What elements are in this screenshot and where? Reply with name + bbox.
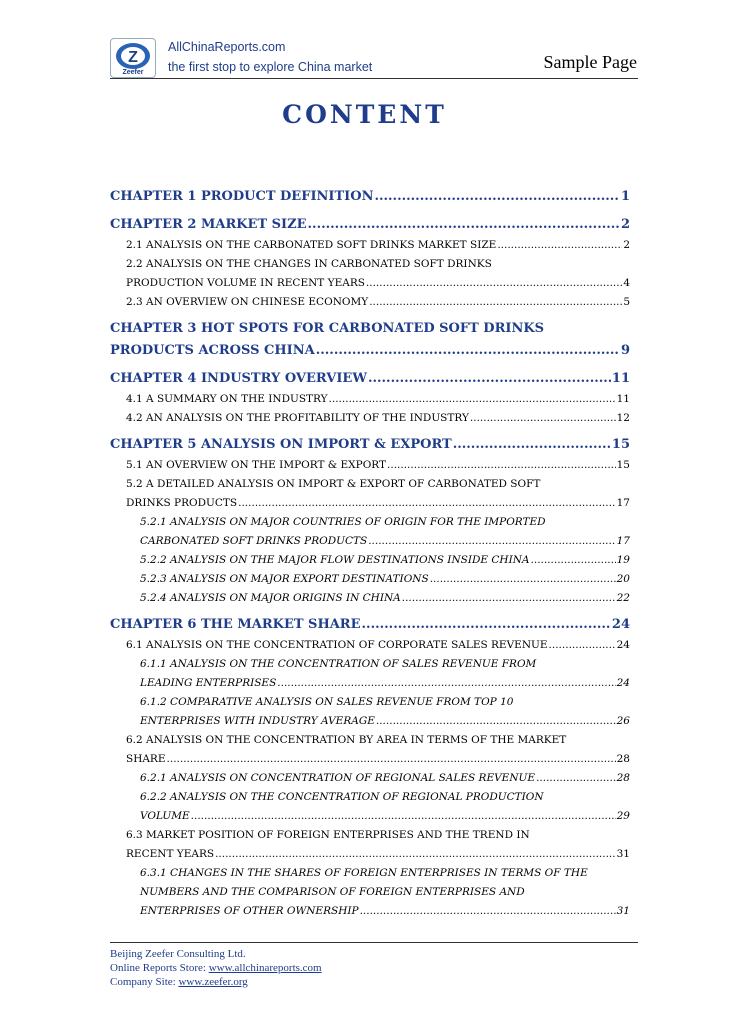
toc-entry-text: 6.3.1 CHANGES IN THE SHARES OF FOREIGN ENTERPRISES IN TERMS OF THE [140, 867, 588, 879]
toc-page-number: 2 [623, 239, 630, 251]
toc-entry-text: CHAPTER 2 MARKET SIZE [110, 217, 307, 232]
toc-page-number: 17 [616, 535, 630, 547]
toc-entry-text: CHAPTER 3 HOT SPOTS FOR CARBONATED SOFT DRINKS [110, 321, 545, 336]
toc-leader-dots [308, 214, 620, 236]
toc-leader-dots [374, 186, 620, 208]
toc-entry-text: ENTERPRISES WITH INDUSTRY AVERAGE [140, 715, 375, 727]
footer-company: Beijing Zeefer Consulting Ltd. [110, 948, 246, 960]
toc-subsection[interactable] [110, 513, 630, 551]
toc-leader-dots [497, 236, 622, 255]
toc-entry-line [110, 434, 630, 456]
toc-leader-dots [366, 274, 622, 293]
company-site-link[interactable]: www.zeefer.org [178, 976, 248, 988]
toc-section[interactable] [110, 826, 630, 864]
toc-page-number: 29 [616, 810, 630, 822]
toc-entry-text: CHAPTER 6 THE MARKET SHARE [110, 617, 361, 632]
toc-subsection[interactable] [110, 570, 630, 589]
toc-entry-text: NUMBERS AND THE COMPARISON OF FOREIGN ENTERPRISES AND [140, 886, 525, 898]
toc-section[interactable] [110, 731, 630, 769]
toc-section[interactable] [110, 236, 630, 255]
toc-entry-text: 6.2.2 ANALYSIS ON THE CONCENTRATION OF REGIONAL PRODUCTION [140, 791, 544, 803]
toc-page-number: 4 [623, 277, 630, 289]
toc-entry-text: 2.3 AN OVERVIEW ON CHINESE ECONOMY [126, 296, 369, 308]
toc-entry-line [126, 456, 630, 475]
store-link[interactable]: www.allchinareports.com [208, 962, 322, 974]
logo-text: Zeefer [122, 69, 144, 76]
footer-site [110, 975, 638, 989]
toc-subsection[interactable] [110, 589, 630, 608]
toc-entry-line [126, 274, 630, 293]
toc-page-number: 5 [623, 296, 630, 308]
toc-chapter[interactable] [110, 214, 630, 236]
page-title: CONTENT [282, 100, 447, 129]
toc-page-number: 11 [611, 371, 630, 386]
toc-entry-text: RECENT YEARS [126, 848, 215, 860]
toc-entry-line [126, 845, 630, 864]
toc-section[interactable] [110, 390, 630, 409]
toc-page-number: 26 [616, 715, 630, 727]
toc-leader-dots [430, 570, 616, 589]
toc-entry-line [140, 674, 630, 693]
toc-leader-dots [368, 532, 615, 551]
logo-letter: Z [128, 49, 138, 66]
toc-entry-line [140, 532, 630, 551]
toc-entry-line [110, 340, 630, 362]
toc-section[interactable] [110, 409, 630, 428]
toc-page-number: 28 [616, 772, 630, 784]
toc-page-number: 11 [616, 393, 630, 405]
toc-entry-text: SHARE [126, 753, 166, 765]
toc-leader-dots [369, 293, 622, 312]
page-footer [110, 942, 638, 989]
toc-entry-text: 4.2 AN ANALYSIS ON THE PROFITABILITY OF THE INDUSTRY [126, 412, 469, 424]
toc-page-number: 2 [620, 217, 630, 232]
toc-entry-text: LEADING ENTERPRISES [140, 677, 277, 689]
footer-site-label: Company Site: [110, 976, 179, 988]
toc-leader-dots [277, 674, 615, 693]
toc-section[interactable] [110, 255, 630, 293]
toc-page-number: 9 [620, 343, 630, 358]
toc-leader-dots [167, 750, 616, 769]
toc-entry-text: DRINKS PRODUCTS [126, 497, 238, 509]
toc-leader-dots [376, 712, 616, 731]
toc-leader-dots [329, 390, 616, 409]
toc-entry-line [140, 902, 630, 921]
toc-entry-line [140, 769, 630, 788]
toc-leader-dots [549, 636, 616, 655]
toc-entry-line [140, 807, 630, 826]
toc-entry-line [126, 750, 630, 769]
toc-entry-text: CHAPTER 1 PRODUCT DEFINITION [110, 189, 374, 204]
toc-entry-text: CHAPTER 5 ANALYSIS ON IMPORT & EXPORT [110, 437, 452, 452]
toc-leader-dots [470, 409, 616, 428]
toc-page-number: 31 [616, 848, 630, 860]
toc-entry-text: PRODUCTION VOLUME IN RECENT YEARS [126, 277, 365, 289]
toc-page-number: 28 [616, 753, 630, 765]
toc-leader-dots [368, 368, 611, 390]
toc-entry-line [126, 409, 630, 428]
toc-entry-text: 2.1 ANALYSIS ON THE CARBONATED SOFT DRINKS MARKET SIZE [126, 239, 497, 251]
toc-page-number: 19 [616, 554, 630, 566]
toc-page-number: 17 [616, 497, 630, 509]
toc-entry-text: CARBONATED SOFT DRINKS PRODUCTS [140, 535, 368, 547]
toc-entry-text: 6.2.1 ANALYSIS ON CONCENTRATION OF REGIONAL SALES REVENUE [140, 772, 536, 784]
toc-chapter[interactable] [110, 318, 630, 362]
toc-leader-dots [387, 456, 616, 475]
toc-subsection[interactable] [110, 551, 630, 570]
toc-page-number: 24 [616, 677, 630, 689]
toc-entry-line [126, 636, 630, 655]
toc-leader-dots [215, 845, 616, 864]
toc-subsection[interactable] [110, 655, 630, 693]
toc-page-number: 20 [616, 573, 630, 585]
toc-leader-dots [316, 340, 620, 362]
toc-entry-text: 5.2.3 ANALYSIS ON MAJOR EXPORT DESTINATIONS [140, 573, 429, 585]
toc-chapter[interactable] [110, 186, 630, 208]
toc-entry-text: 4.1 A SUMMARY ON THE INDUSTRY [126, 393, 328, 405]
toc-subsection[interactable] [110, 693, 630, 731]
table-of-contents [110, 186, 630, 921]
toc-section[interactable] [110, 475, 630, 513]
toc-section[interactable] [110, 293, 630, 312]
toc-entry-line [140, 712, 630, 731]
footer-divider [110, 942, 638, 943]
toc-entry-text: 6.3 MARKET POSITION OF FOREIGN ENTERPRISES AND THE TREND IN [126, 829, 530, 841]
toc-page-number: 31 [616, 905, 630, 917]
footer-store [110, 961, 638, 975]
toc-page-number: 15 [611, 437, 630, 452]
toc-leader-dots [536, 769, 616, 788]
toc-entry-line [110, 214, 630, 236]
site-name: AllChinaReports.com [168, 40, 286, 54]
toc-subsection[interactable] [110, 769, 630, 788]
toc-leader-dots [238, 494, 616, 513]
toc-entry-line [110, 614, 630, 636]
toc-entry-line [140, 551, 630, 570]
toc-entry-text: 5.2 A DETAILED ANALYSIS ON IMPORT & EXPORT OF CARBONATED SOFT [126, 478, 541, 490]
footer-store-label: Online Reports Store: [110, 962, 209, 974]
toc-entry-text: 6.1.2 COMPARATIVE ANALYSIS ON SALES REVENUE FROM TOP 10 [140, 696, 514, 708]
toc-entry-line [110, 368, 630, 390]
toc-entry-text: 6.1 ANALYSIS ON THE CONCENTRATION OF CORPORATE SALES REVENUE [126, 639, 548, 651]
toc-leader-dots [362, 614, 611, 636]
toc-section[interactable] [110, 456, 630, 475]
toc-entry-text: 5.2.2 ANALYSIS ON THE MAJOR FLOW DESTINATIONS INSIDE CHINA [140, 554, 530, 566]
toc-page-number: 15 [616, 459, 630, 471]
toc-entry-text: 5.1 AN OVERVIEW ON THE IMPORT & EXPORT [126, 459, 387, 471]
toc-leader-dots [360, 902, 616, 921]
toc-chapter[interactable] [110, 614, 630, 636]
toc-chapter[interactable] [110, 434, 630, 456]
toc-entry-text: 6.2 ANALYSIS ON THE CONCENTRATION BY AREA IN TERMS OF THE MARKET [126, 734, 567, 746]
toc-page-number: 22 [616, 592, 630, 604]
toc-entry-text: ENTERPRISES OF OTHER OWNERSHIP [140, 905, 359, 917]
site-tagline: the first stop to explore China market [168, 60, 373, 74]
toc-page-number: 24 [616, 639, 630, 651]
toc-entry-text: PRODUCTS ACROSS CHINA [110, 343, 315, 358]
toc-entry-line [140, 589, 630, 608]
toc-entry-line [110, 186, 630, 208]
toc-entry-text: CHAPTER 4 INDUSTRY OVERVIEW [110, 371, 367, 386]
toc-subsection[interactable] [110, 788, 630, 826]
zeefer-logo [110, 38, 156, 78]
toc-subsection[interactable] [110, 864, 630, 921]
toc-entry-text: VOLUME [140, 810, 190, 822]
toc-page-number: 1 [620, 189, 630, 204]
toc-chapter[interactable] [110, 368, 630, 390]
toc-entry-line [126, 390, 630, 409]
toc-leader-dots [453, 434, 611, 456]
header-divider [110, 78, 638, 79]
toc-leader-dots [191, 807, 616, 826]
toc-leader-dots [531, 551, 616, 570]
sample-page-label: Sample Page [543, 52, 637, 72]
toc-entry-line [140, 570, 630, 589]
toc-entry-line [126, 293, 630, 312]
toc-page-number: 12 [616, 412, 630, 424]
toc-entry-line [126, 494, 630, 513]
toc-entry-text: 6.1.1 ANALYSIS ON THE CONCENTRATION OF SALES REVENUE FROM [140, 658, 537, 670]
page-header [0, 0, 729, 90]
toc-section[interactable] [110, 636, 630, 655]
toc-entry-line [126, 236, 630, 255]
toc-page-number: 24 [611, 617, 630, 632]
toc-entry-text: 5.2.4 ANALYSIS ON MAJOR ORIGINS IN CHINA [140, 592, 401, 604]
toc-leader-dots [402, 589, 616, 608]
toc-entry-text: 5.2.1 ANALYSIS ON MAJOR COUNTRIES OF ORIGIN FOR THE IMPORTED [140, 516, 546, 528]
toc-entry-text: 2.2 ANALYSIS ON THE CHANGES IN CARBONATED SOFT DRINKS [126, 258, 492, 270]
